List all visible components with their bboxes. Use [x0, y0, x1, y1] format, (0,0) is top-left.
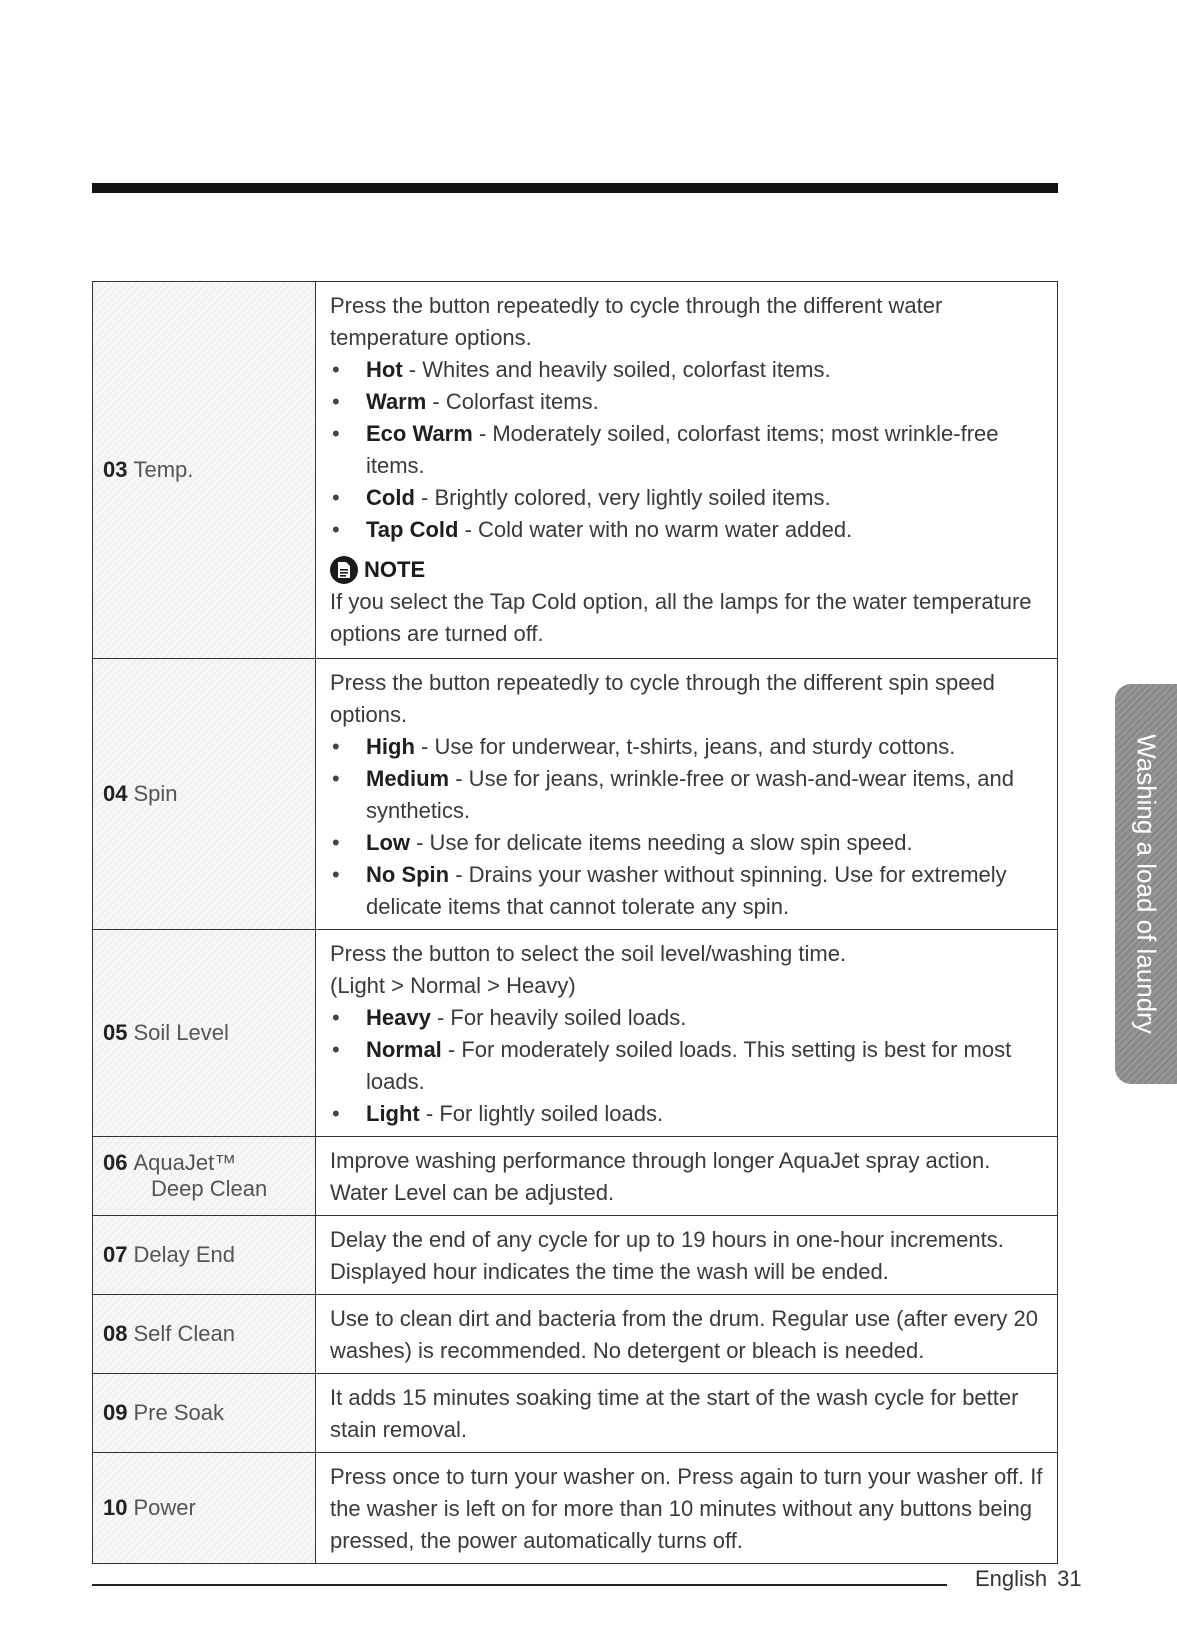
footer [975, 1566, 1082, 1592]
option-name: Eco Warm [366, 421, 473, 446]
description-intro: It adds 15 minutes soaking time at the start of the wash cycle for better stain removal. [330, 1385, 1019, 1442]
table-row [93, 659, 1058, 930]
feature-name: Power [133, 1495, 196, 1520]
option-desc: - Moderately soiled, colorfast items; most wrinkle-free items. [366, 421, 999, 478]
option-desc: - Use for delicate items needing a slow spin speed. [410, 830, 913, 855]
list-item [330, 763, 1043, 827]
option-desc: - Cold water with no warm water added. [458, 517, 853, 542]
option-desc: - Use for underwear, t-shirts, jeans, and sturdy cottons. [414, 734, 956, 759]
option-desc: - Colorfast items. [426, 389, 599, 414]
feature-label [93, 1216, 316, 1295]
description-intro: Press once to turn your washer on. Press again to turn your washer off. If the washer is left on for more than 10 minutes without any buttons being pressed, the power automatically turns off. [330, 1464, 1043, 1553]
list-item [330, 1002, 1043, 1034]
table-row [93, 1137, 1058, 1216]
option-name: Light [366, 1101, 420, 1126]
feature-label [93, 930, 316, 1137]
description-intro: Use to clean dirt and bacteria from the drum. Regular use (after every 20 washes) is recommended. No detergent or bleach is needed. [330, 1306, 1039, 1363]
note-icon [330, 556, 358, 584]
feature-number: 07 [103, 1242, 128, 1267]
feature-number: 05 [103, 1020, 128, 1045]
description-intro-2: (Light > Normal > Heavy) [330, 973, 576, 998]
option-list [330, 1002, 1043, 1130]
feature-description [316, 1453, 1058, 1564]
list-item [330, 827, 1043, 859]
feature-name: Delay End [133, 1242, 235, 1267]
option-desc: - Brightly colored, very lightly soiled items. [414, 485, 831, 510]
option-list [330, 354, 1043, 546]
list-item [330, 1034, 1043, 1098]
feature-label [93, 1453, 316, 1564]
feature-name: AquaJet™ [133, 1150, 237, 1175]
list-item [330, 386, 1043, 418]
list-item [330, 1098, 1043, 1130]
feature-label [93, 659, 316, 930]
table-row [93, 1216, 1058, 1295]
feature-description [316, 930, 1058, 1137]
footer-rule [92, 1584, 947, 1586]
feature-label [93, 1137, 316, 1216]
option-name: Low [366, 830, 410, 855]
note-text: If you select the Tap Cold option, all the lamps for the water temperature options are turned off. [330, 589, 1032, 646]
option-name: Hot [366, 357, 403, 382]
option-desc: - Use for jeans, wrinkle-free or wash-and-wear items, and synthetics. [366, 766, 1015, 823]
feature-name: Pre Soak [133, 1400, 224, 1425]
list-item [330, 482, 1043, 514]
description-intro: Delay the end of any cycle for up to 19 hours in one-hour increments. Displayed hour indicates the time the wash will be ended. [330, 1227, 1004, 1284]
feature-name: Soil Level [133, 1020, 229, 1045]
feature-label [93, 1374, 316, 1453]
feature-description [316, 1137, 1058, 1216]
option-desc: - For heavily soiled loads. [430, 1005, 687, 1030]
option-name: Heavy [366, 1005, 431, 1030]
note-title: NOTE [364, 557, 426, 582]
option-name: High [366, 734, 415, 759]
feature-label [93, 282, 316, 659]
option-name: Normal [366, 1037, 442, 1062]
section-tab [1115, 684, 1177, 1084]
footer-language: English [975, 1566, 1048, 1591]
feature-description [316, 659, 1058, 930]
list-item [330, 418, 1043, 482]
section-tab-label: Washing a load of laundry [1131, 734, 1162, 1034]
list-item [330, 731, 1043, 763]
table-row [93, 1453, 1058, 1564]
option-desc: - Whites and heavily soiled, colorfast items. [402, 357, 831, 382]
table-row [93, 282, 1058, 659]
note-heading [330, 554, 1043, 586]
table-row [93, 930, 1058, 1137]
page-number: 31 [1057, 1566, 1082, 1591]
description-intro: Press the button repeatedly to cycle through the different spin speed options. [330, 670, 995, 727]
list-item [330, 354, 1043, 386]
option-name: Tap Cold [366, 517, 459, 542]
option-desc: - For lightly soiled loads. [419, 1101, 664, 1126]
feature-number: 08 [103, 1321, 128, 1346]
header-rule [92, 183, 1058, 193]
feature-description [316, 1295, 1058, 1374]
feature-name: Temp. [133, 457, 194, 482]
option-name: Medium [366, 766, 450, 791]
feature-description [316, 282, 1058, 659]
option-list [330, 731, 1043, 923]
option-name: Warm [366, 389, 427, 414]
option-name: No Spin [366, 862, 450, 887]
table-row [93, 1374, 1058, 1453]
description-intro: Improve washing performance through longer AquaJet spray action. Water Level can be adjusted. [330, 1148, 991, 1205]
feature-number: 09 [103, 1400, 128, 1425]
feature-description [316, 1216, 1058, 1295]
feature-label [93, 1295, 316, 1374]
table-row [93, 1295, 1058, 1374]
feature-number: 04 [103, 781, 128, 806]
option-name: Cold [366, 485, 415, 510]
feature-description [316, 1374, 1058, 1453]
feature-name: Self Clean [133, 1321, 235, 1346]
description-intro: Press the button repeatedly to cycle through the different water temperature options. [330, 293, 943, 350]
description-intro: Press the button to select the soil level/washing time. [330, 941, 847, 966]
feature-number: 03 [103, 457, 128, 482]
option-desc: - Drains your washer without spinning. Use for extremely delicate items that cannot tolerate any spin. [366, 862, 1007, 919]
feature-number: 06 [103, 1150, 128, 1175]
list-item [330, 514, 1043, 546]
feature-number: 10 [103, 1495, 128, 1520]
features-table [92, 281, 1058, 1564]
feature-name: Spin [133, 781, 178, 806]
list-item [330, 859, 1043, 923]
feature-name-line2: Deep Clean [151, 1176, 268, 1201]
option-desc: - For moderately soiled loads. This setting is best for most loads. [366, 1037, 1012, 1094]
